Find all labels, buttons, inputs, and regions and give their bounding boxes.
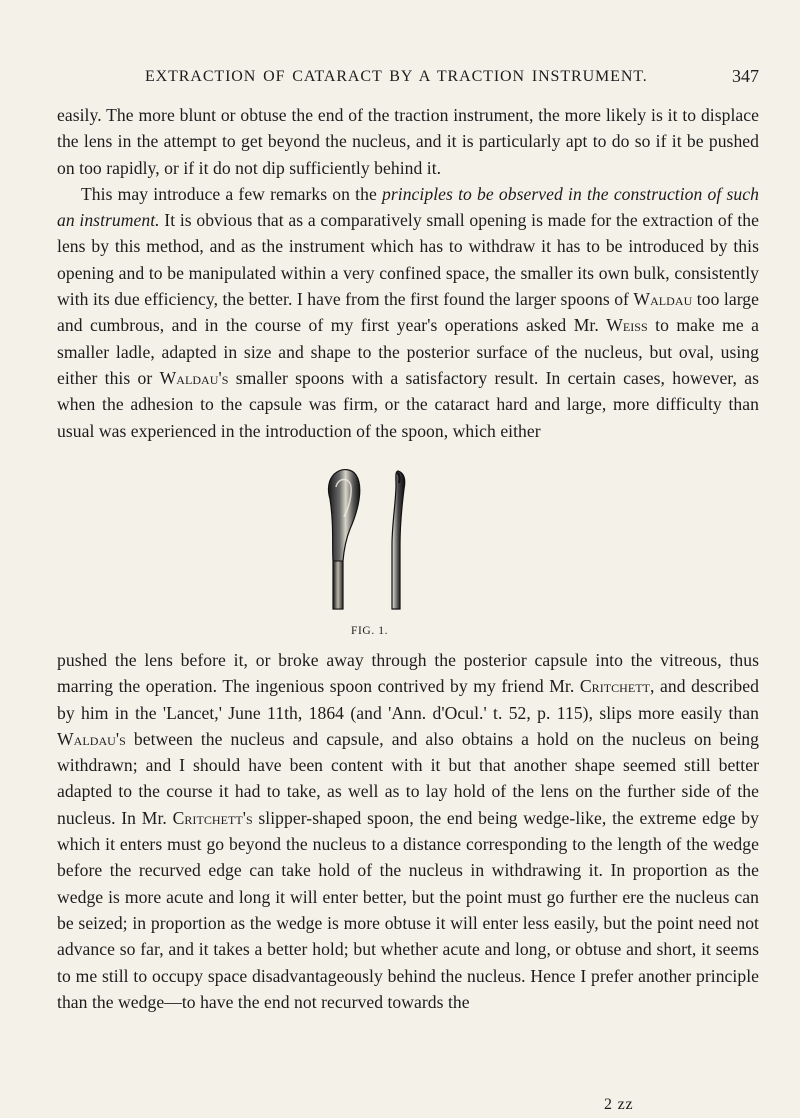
spoon-drawing xyxy=(296,465,436,621)
running-head xyxy=(0,68,800,90)
spoon-side-view xyxy=(392,471,405,609)
paragraph-text: easily. The more blunt or obtuse the end of the traction instrument, the more likely is it to displace the lens in the attempt to get beyond the nucleus, and it is particularly apt to do so if it be pushed on too rapidly, or if it do not dip sufficiently behind it. xyxy=(57,105,759,178)
running-title: EXTRACTION OF CATARACT BY A TRACTION INSTRUMENT. xyxy=(145,68,648,85)
figure-caption: FIG. 1. xyxy=(351,625,389,637)
paragraph-text: to make me a smaller ladle, adapted in size and shape to the posterior surface of the nucleus, but oval, using either this or xyxy=(57,315,759,388)
paragraph-continued xyxy=(57,102,759,181)
paragraph-text: , and described by him in the 'Lancet,' June 11th, 1864 (and 'Ann. d'Ocul.' t. 52, p. 115), slips more easily than xyxy=(57,676,759,723)
person-name-weiss: Weiss xyxy=(606,315,648,336)
person-name-critchett: Critchett xyxy=(579,676,651,697)
paragraph-text: It is obvious that as a comparatively small opening is made for the extraction of the lens by this method, and as the instrument which has to withdraw it has to be introduced by this opening and to be manipulated within a very confined space, the smaller its own bulk, consistently with its due efficiency, the better. I have from the first found the larger spoons of xyxy=(57,210,759,310)
text-block-upper xyxy=(57,102,759,444)
spoon-front-view xyxy=(328,470,359,609)
paragraph-text: slipper-shaped spoon, the end being wedge-like, the extreme edge by which it enters must go beyond the nucleus to a distance corresponding to the length of the wedge before the recurved edge can take hold of the nucleus in withdrawing it. In proportion as the wedge is more acute and long it will enter better, but the point must go further ere the nucleus can be seized; in proportion as the wedge is more obtuse it will enter less easily, but the point need not advance so far, and it takes a better hold; but whether acute and long, or obtuse and short, it seems to me still to occupy space disadvantageously behind the nucleus. Hence I prefer another principle than the wedge—to have the end not recurved towards the xyxy=(57,807,759,1012)
person-name-waldau: Waldau's xyxy=(159,367,229,388)
person-name-waldau: Waldau's xyxy=(57,728,126,749)
page-number: 347 xyxy=(732,66,759,86)
person-name-waldau: Waldau xyxy=(633,289,693,310)
paragraph-text: This may introduce a few remarks on the xyxy=(81,183,383,204)
paragraph-text: smaller spoons with a satisfactory result. In certain cases, however, as when the adhesion to the capsule was firm, or the cataract hard and large, more difficulty than usual was experienced in the introduction of the spoon, which either xyxy=(57,367,759,441)
italic-phrase: principles to be observed in the construction of such an instrument. xyxy=(57,183,759,231)
paragraph-principles xyxy=(57,181,759,444)
text-block-lower xyxy=(57,647,759,1015)
paragraph-text: pushed the lens before it, or broke away through the posterior capsule into the vitreous, thus marring the operation. The ingenious spoon contrived by my friend Mr. xyxy=(57,650,759,697)
paragraph-text: between the nucleus and capsule, and also obtains a hold on the nucleus on being withdrawn; and I should have been content with it but that another shape seemed still better adapted to the course it had to take, as well as to lay hold of the lens on the further side of the nucleus. In Mr. xyxy=(57,728,759,828)
paragraph-critchett xyxy=(57,647,759,1015)
person-name-critchett: Critchett's xyxy=(172,807,253,828)
figure-spoon-illustration xyxy=(296,465,436,621)
signature-mark: 2 zz xyxy=(604,1096,634,1113)
paragraph-text: too large and cumbrous, and in the course of my first year's operations asked Mr. xyxy=(57,289,759,336)
